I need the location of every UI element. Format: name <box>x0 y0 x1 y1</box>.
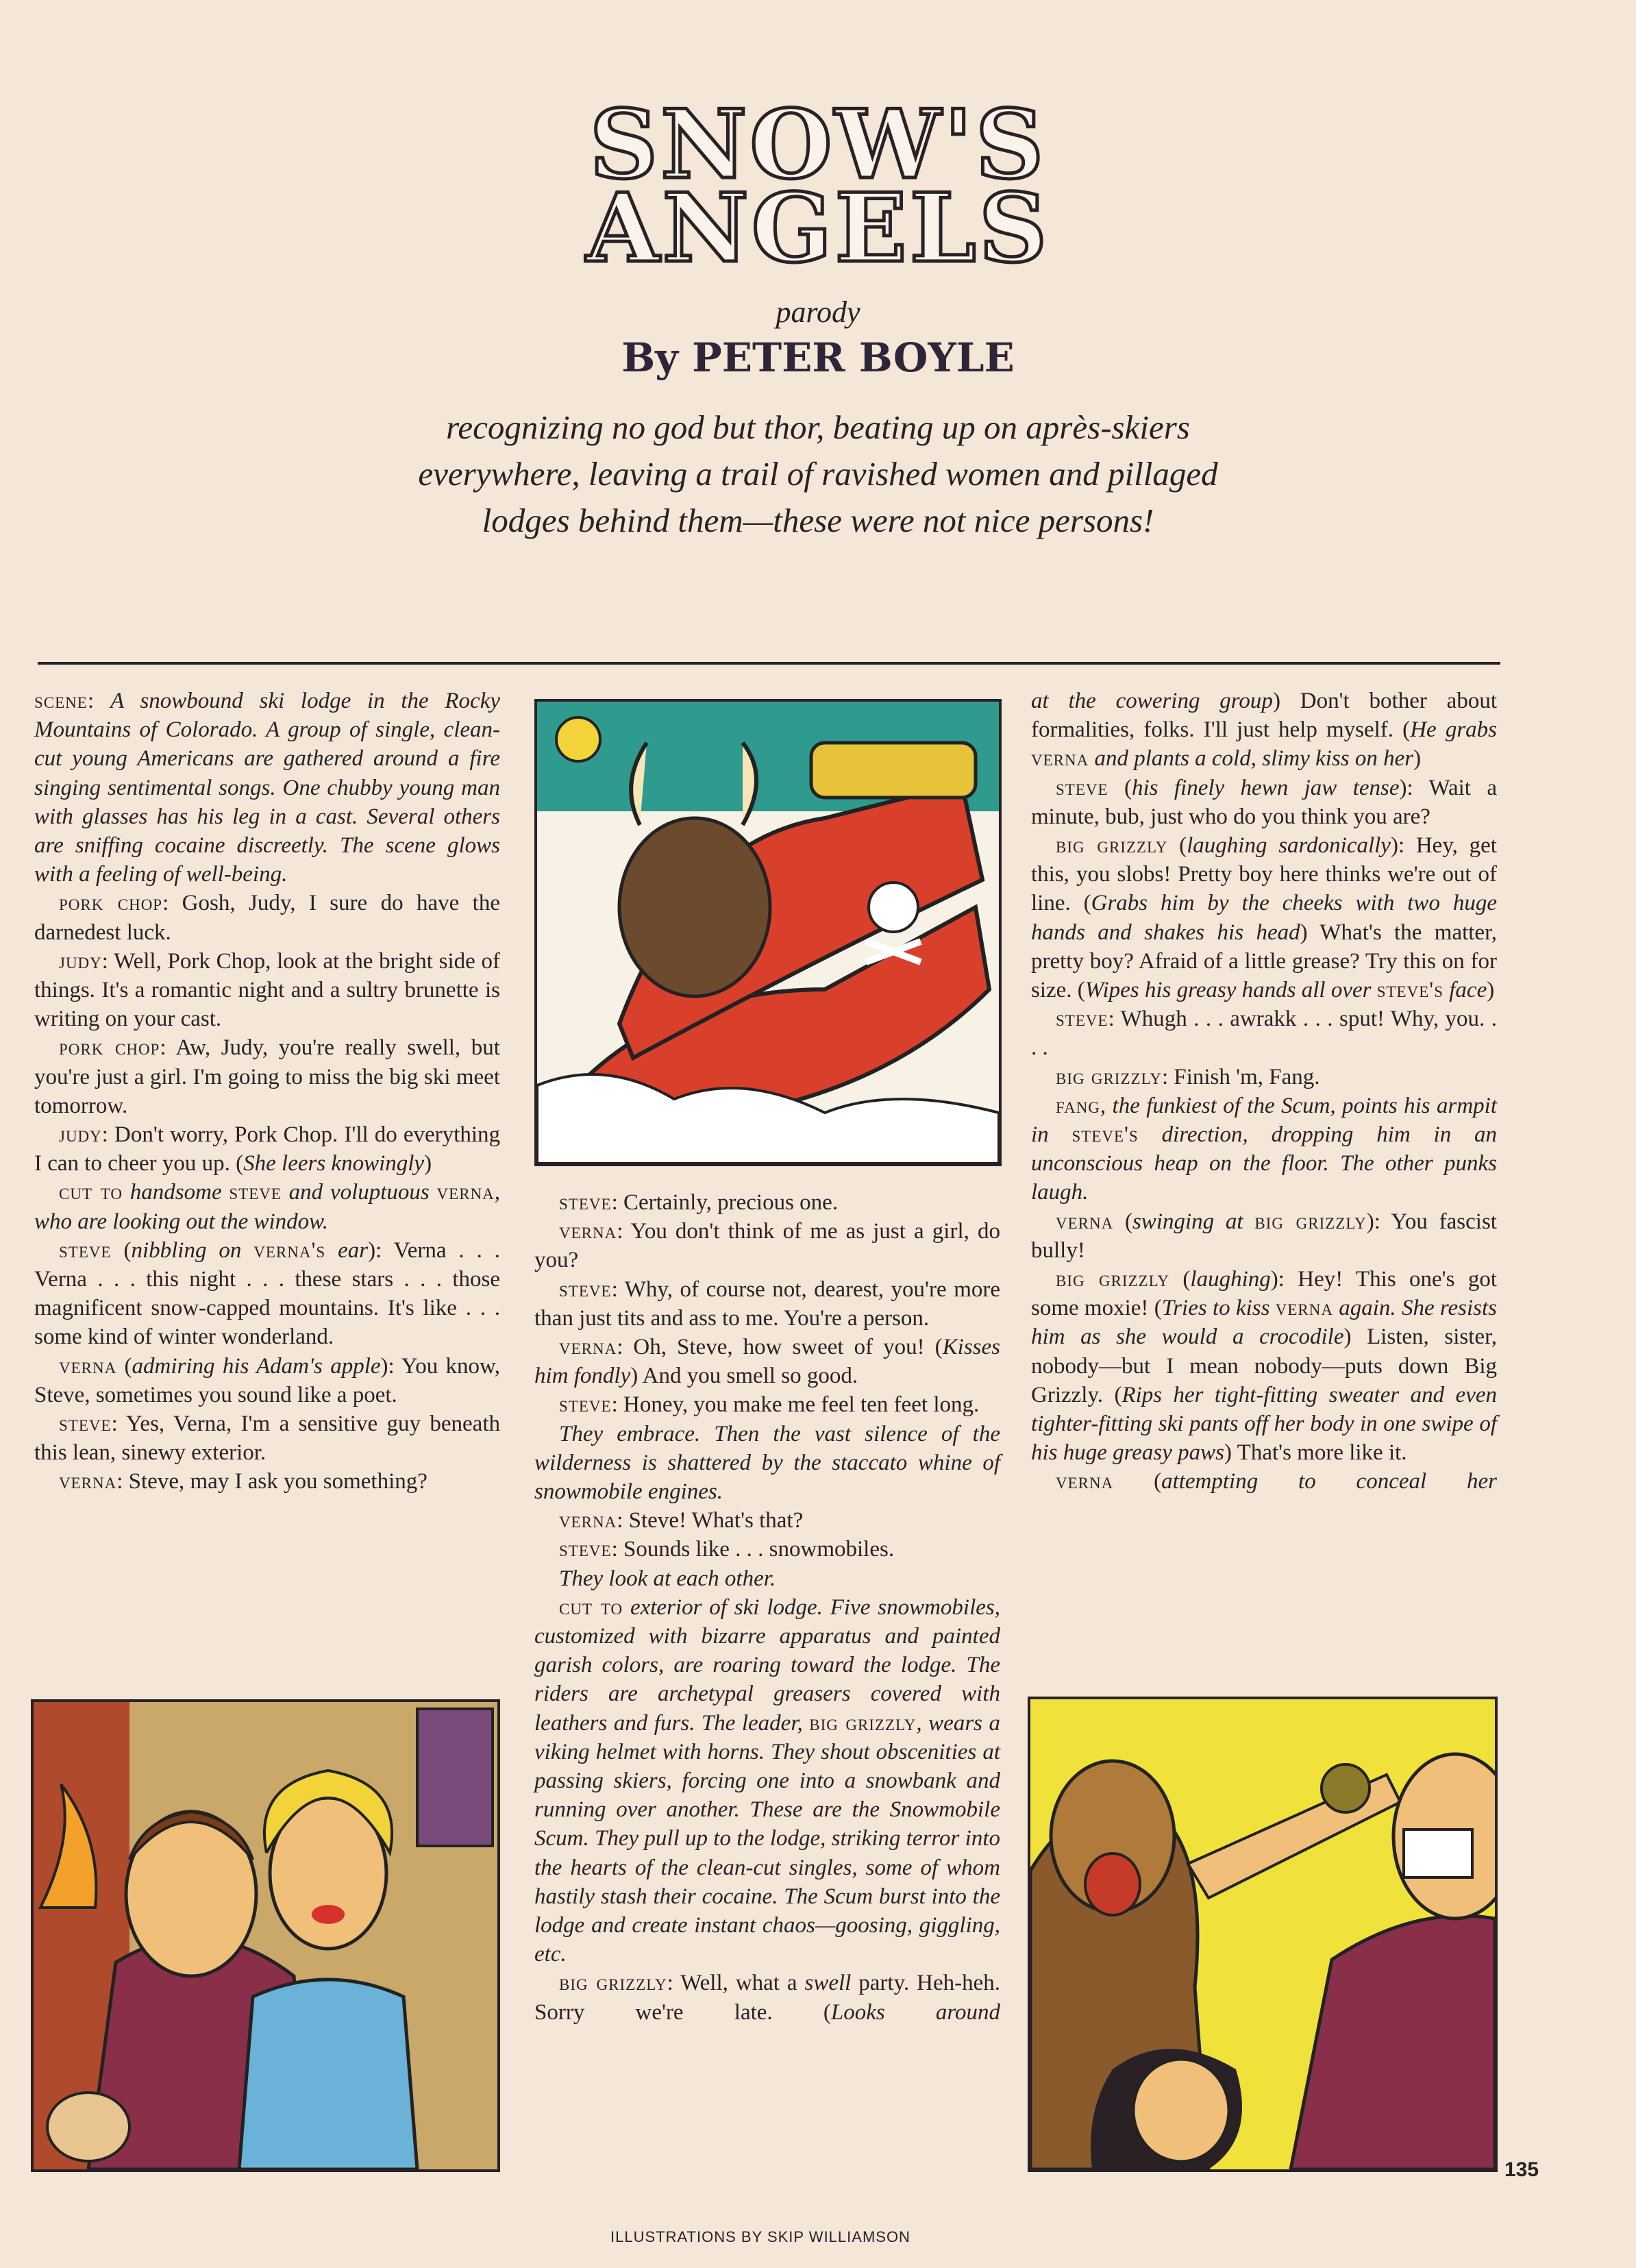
stage-direction: They embrace. Then the vast silence of the wilderness is shattered by the staccato whine of snowmobile engines. <box>534 1421 1000 1505</box>
dialogue-text: : You don't think of me as just a girl, do you? <box>534 1219 1000 1273</box>
character-name: big grizzly <box>1056 1267 1170 1292</box>
dialogue-text: ): Hey! This one's got some moxie! ( <box>1031 1267 1497 1321</box>
script-paragraph <box>534 1593 1000 1969</box>
stage-direction: swell <box>804 1971 852 1996</box>
script-paragraph <box>1031 687 1497 774</box>
character-name: big grizzly <box>1056 833 1168 859</box>
stage-direction: again. She resists him as she would a crocodile <box>1031 1296 1498 1350</box>
dialogue-text: ( <box>1169 1267 1191 1292</box>
character-name: verna <box>1056 1469 1114 1494</box>
stage-direction: Rips her tight-fitting sweater and even tighter-fitting ski pants off her body in one swipe of his huge greasy paws <box>1031 1382 1497 1466</box>
script-paragraph <box>1031 1207 1497 1265</box>
dialogue-text: ( <box>1108 775 1132 800</box>
stage-direction: handsome <box>123 1180 230 1205</box>
dialogue-text: : Well, what a <box>667 1971 805 1996</box>
dialogue-text: ) Listen, sister, nobody—but I mean nobody—puts down Big Grizzly. ( <box>1031 1324 1498 1407</box>
character-name: big grizzly <box>1254 1209 1367 1234</box>
stage-direction: and plants a cold, slimy kiss on her <box>1089 746 1414 772</box>
script-paragraph <box>1031 1063 1497 1092</box>
character-name: pork chop <box>59 1035 160 1061</box>
character-name: steve <box>559 1392 612 1418</box>
character-name: cut to <box>559 1594 623 1620</box>
dialogue-text: : Don't worry, Pork Chop. I'll do everything I can to cheer you up. ( <box>34 1122 500 1176</box>
character-name: verna <box>59 1469 117 1494</box>
script-paragraph <box>34 1467 500 1496</box>
stage-direction: swinging at <box>1132 1209 1255 1234</box>
script-paragraph <box>534 1188 1000 1217</box>
stage-direction: nibbling on <box>131 1237 254 1263</box>
character-name: big grizzly <box>1056 1064 1162 1089</box>
script-paragraph <box>1031 774 1497 831</box>
character-name: steve <box>1056 1007 1108 1032</box>
character-name: verna <box>1031 746 1089 772</box>
stage-direction: A snowbound ski lodge in the Rocky Mountains of Colorado. A group of single, clean-cut young Americans are gathered around a fire singing sentimental songs. One chubby young man with glasses has his leg in a cast. Several others are sniffing cocaine discreetly. The scene glows with a feeling of well-being. <box>34 689 500 887</box>
dialogue-text: ): Verna . . . Verna . . . this night . . . these stars . . . those magnificent snow-capped mountains. It's like . . . some kind of winter wonderland. <box>34 1237 500 1350</box>
stage-direction: at the cowering group <box>1031 689 1273 713</box>
illustration-credit: ILLUSTRATIONS BY SKIP WILLIAMSON <box>610 2228 910 2245</box>
character-name: steve <box>559 1277 612 1302</box>
dialogue-text: party. Heh-heh. Sorry we're late. ( <box>534 1971 1000 2025</box>
script-paragraph <box>534 1420 1000 1507</box>
stage-direction: Looks around <box>830 1999 1000 2025</box>
stage-direction: , the funkiest of the Scum, points his armpit in <box>1031 1093 1497 1148</box>
illustration-lodge-couple <box>31 1699 500 2172</box>
divider-rule <box>38 662 1500 665</box>
stage-direction: exterior of ski lodge. Five snowmobiles, customized with bizarre apparatus and painted garish colors, are roaring toward the lodge. The riders are archetypal greasers covered with leathers and furs. The leader, <box>534 1594 1000 1736</box>
deck-line: everywhere, leaving a trail of ravished women and pillaged <box>418 455 1218 493</box>
script-paragraph <box>34 687 500 889</box>
kicker: parody <box>776 295 860 329</box>
script-paragraph <box>34 947 500 1034</box>
character-name: steve <box>59 1237 112 1263</box>
text-column-2 <box>534 1188 1000 2027</box>
script-paragraph <box>1031 1265 1497 1467</box>
character-name: steve's <box>1376 978 1443 1003</box>
stage-direction: Grabs him by the cheeks with two huge hands and shakes his head <box>1031 891 1497 945</box>
character-name: big grizzly <box>559 1971 667 1996</box>
dialogue-text: : Whugh . . . awrakk . . . sput! Why, you. . . . <box>1031 1007 1497 1061</box>
stage-direction: laughing <box>1190 1267 1271 1292</box>
dialogue-text: ): You know, Steve, sometimes you sound like a poet. <box>34 1353 500 1407</box>
stage-direction: She leers knowingly <box>243 1151 425 1176</box>
script-paragraph <box>534 1390 1000 1419</box>
character-name: judy <box>59 1122 102 1148</box>
script-paragraph <box>534 1275 1000 1333</box>
script-paragraph <box>1031 1092 1497 1207</box>
dialogue-text: ( <box>1113 1469 1162 1494</box>
character-name: steve <box>59 1412 112 1437</box>
character-name: verna's <box>253 1237 326 1263</box>
stage-direction: Tries to kiss <box>1161 1296 1276 1321</box>
character-name: verna <box>559 1508 617 1533</box>
dialogue-text: ) And you smell so good. <box>630 1364 858 1389</box>
article-title <box>0 88 1636 284</box>
dialogue-text: : Steve, may I ask you something? <box>116 1469 427 1494</box>
character-name: verna <box>436 1180 495 1205</box>
character-name: verna <box>59 1353 117 1379</box>
character-name: verna <box>559 1335 617 1360</box>
character-name: steve <box>229 1180 282 1205</box>
character-name: judy <box>59 948 102 974</box>
page-number: 135 <box>1504 2158 1539 2181</box>
script-paragraph <box>34 1033 500 1120</box>
text-column-3 <box>1031 687 1497 1496</box>
character-name: verna <box>1275 1296 1333 1321</box>
illustration-brawl <box>1028 1697 1498 2172</box>
character-name: big grizzly <box>809 1710 917 1736</box>
stage-direction: laughing sardonically <box>1187 833 1391 859</box>
stage-direction: admiring his Adam's apple <box>132 1353 381 1379</box>
dialogue-text: ( <box>1113 1209 1132 1234</box>
text-column-1 <box>34 687 500 1496</box>
script-paragraph <box>1031 831 1497 1004</box>
stage-direction: Kisses him fondly <box>534 1335 1000 1389</box>
script-paragraph <box>34 1409 500 1467</box>
dialogue-text: : Yes, Verna, I'm a sensitive guy beneath this lean, sinewy exterior. <box>34 1412 500 1466</box>
script-paragraph <box>534 1217 1000 1274</box>
script-paragraph <box>534 1535 1000 1564</box>
dialogue-text: ) What's the matter, pretty boy? Afraid of a little grease? Try this on for size. ( <box>1031 920 1497 1003</box>
script-paragraph <box>34 1352 500 1409</box>
dialogue-text: ) <box>1487 978 1495 1003</box>
script-paragraph <box>34 889 500 946</box>
deck <box>0 404 1636 544</box>
dialogue-text: : Well, Pork Chop, look at the bright side of things. It's a romantic night and a sultry brunette is writing on your cast. <box>34 948 500 1032</box>
stage-direction: face <box>1443 978 1487 1003</box>
dialogue-text: ) Don't bother about formalities, folks. I'll just help myself. ( <box>1031 689 1498 743</box>
dialogue-text: : Oh, Steve, how sweet of you! ( <box>617 1335 943 1360</box>
byline: By PETER BOYLE <box>621 334 1015 381</box>
dialogue-text: : Certainly, precious one. <box>611 1190 839 1215</box>
script-paragraph <box>534 1564 1000 1593</box>
stage-direction: his finely hewn jaw tense <box>1131 775 1400 800</box>
dialogue-text: : Aw, Judy, you're really swell, but you're just a girl. I'm going to miss the big ski meet tomorrow. <box>34 1035 500 1118</box>
character-name: scene: <box>34 689 95 713</box>
deck-line: lodges behind them—these were not nice persons! <box>482 502 1154 539</box>
stage-direction: direction, dropping him in an unconscious heap on the floor. The other punks laugh. <box>1031 1122 1498 1205</box>
dialogue-text: ) That's more like it. <box>1224 1440 1407 1466</box>
script-paragraph <box>534 1969 1000 2026</box>
character-name: verna <box>559 1219 617 1244</box>
character-name: fang <box>1056 1093 1100 1118</box>
dialogue-text: : Gosh, Judy, I sure do have the darnedest luck. <box>34 891 500 945</box>
character-name: steve <box>559 1537 612 1562</box>
title-line-2: ANGELS <box>586 172 1050 284</box>
dialogue-text: : Sounds like . . . snowmobiles. <box>611 1537 895 1562</box>
dialogue-text: ( <box>1167 833 1187 859</box>
script-paragraph <box>34 1236 500 1352</box>
script-paragraph <box>534 1333 1000 1390</box>
title-line-1: SNOW'S <box>589 88 1047 200</box>
dialogue-text: : Why, of course not, dearest, you're more than just tits and ass to me. You're a person. <box>534 1277 1000 1331</box>
dialogue-text: ): You fascist bully! <box>1031 1209 1497 1263</box>
script-paragraph <box>1031 1004 1497 1062</box>
script-paragraph <box>1031 1467 1497 1496</box>
illustration-snowmobile <box>534 699 1002 1166</box>
dialogue-text: ) <box>424 1151 432 1176</box>
stage-direction: , wears a viking helmet with horns. They shout obscenities at passing skiers, forcing one into a snowbank and running over another. These are the Snowmobile Scum. They pull up to the lodge, striking terror into the hearts of the clean-cut singles, some of whom hastily stash their cocaine. The Scum burst into the lodge and create instant chaos—goosing, giggling, etc. <box>534 1710 1000 1967</box>
character-name: cut to <box>59 1180 123 1205</box>
stage-direction: They look at each other. <box>559 1566 776 1591</box>
stage-direction: He grabs <box>1410 717 1498 743</box>
character-name: verna <box>1056 1209 1114 1234</box>
character-name: steve <box>1056 775 1108 800</box>
stage-direction: attempting to conceal her <box>1161 1469 1497 1494</box>
character-name: steve's <box>1071 1122 1139 1148</box>
character-name: pork chop <box>59 891 163 916</box>
dialogue-text: : Honey, you make me feel ten feet long. <box>611 1392 980 1418</box>
stage-direction: ear <box>325 1237 369 1263</box>
script-paragraph <box>34 1178 500 1235</box>
deck-line: recognizing no god but thor, beating up on après-skiers <box>446 408 1190 446</box>
dialogue-text: ): Hey, get this, you slobs! Pretty boy here thinks we're out of line. ( <box>1031 833 1497 916</box>
dialogue-text: : Finish 'm, Fang. <box>1161 1064 1320 1089</box>
script-paragraph <box>34 1120 500 1178</box>
stage-direction: and voluptuous <box>281 1180 437 1205</box>
stage-direction: Wipes his greasy hands all over <box>1085 978 1377 1003</box>
dialogue-text: ) <box>1413 746 1422 772</box>
dialogue-text: ( <box>111 1237 132 1263</box>
dialogue-text: ): Wait a minute, bub, just who do you think you are? <box>1031 775 1497 829</box>
character-name: steve <box>559 1190 612 1215</box>
dialogue-text: ( <box>116 1353 132 1379</box>
script-paragraph <box>534 1506 1000 1535</box>
dialogue-text: : Steve! What's that? <box>617 1508 804 1533</box>
stage-direction: , who are looking out the window. <box>34 1180 501 1234</box>
